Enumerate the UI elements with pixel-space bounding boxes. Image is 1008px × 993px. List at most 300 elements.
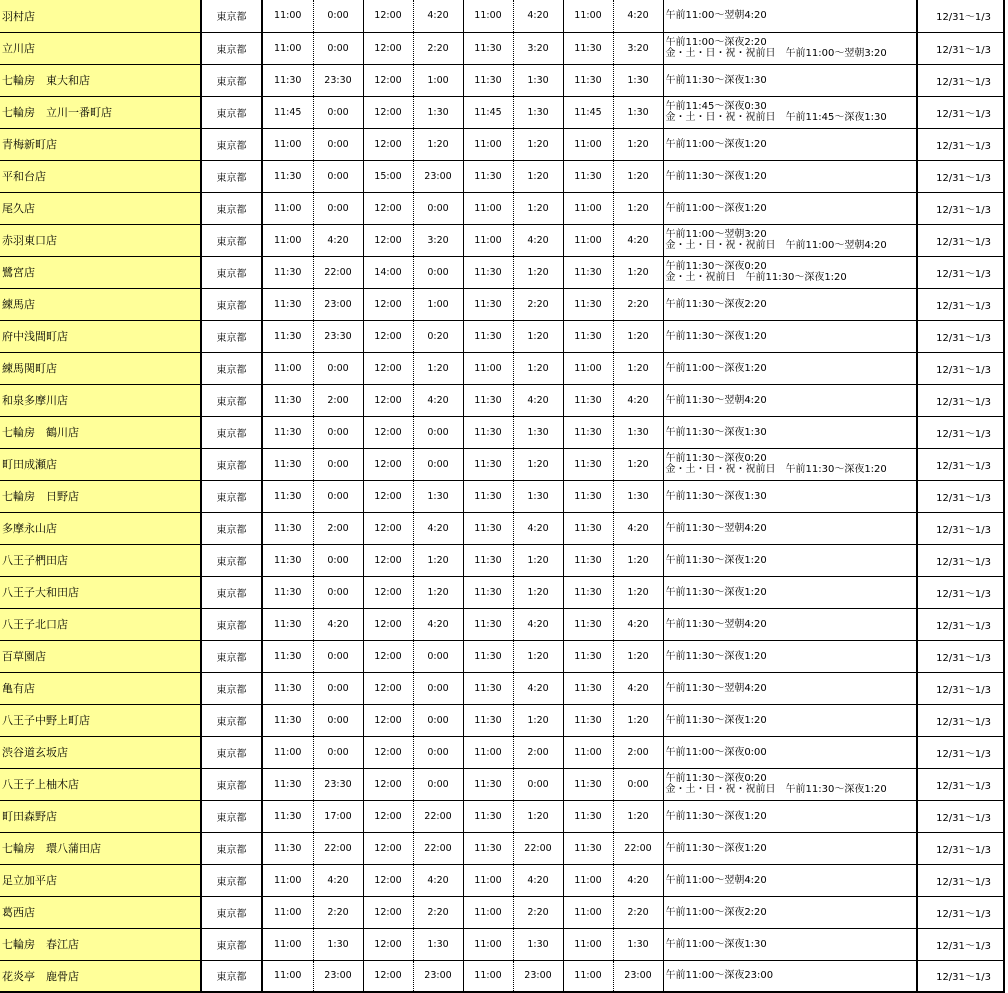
- holiday-cell: 12/31～1/3: [917, 832, 1004, 864]
- prefecture-cell: 東京都: [201, 416, 262, 448]
- open-time-cell: 12:00: [363, 864, 413, 896]
- open-time-cell: 12:00: [363, 480, 413, 512]
- close-time-cell: 23:30: [313, 768, 363, 800]
- open-time-cell: 11:45: [463, 96, 513, 128]
- holiday-cell: 12/31～1/3: [917, 608, 1004, 640]
- open-time-cell: 11:00: [463, 192, 513, 224]
- hours-note-line: 午前11:30～深夜1:30: [665, 74, 767, 86]
- holiday-cell: 12/31～1/3: [917, 64, 1004, 96]
- open-time-cell: 11:30: [463, 576, 513, 608]
- hours-note-line: 午前11:30～深夜2:20: [665, 298, 767, 310]
- close-time-cell: 1:20: [513, 192, 563, 224]
- close-time-cell: 1:30: [313, 928, 363, 960]
- hours-note-line: 午前11:00～深夜0:00: [665, 746, 767, 758]
- store-name-cell: 多摩永山店: [0, 512, 201, 544]
- open-time-cell: 11:30: [262, 800, 313, 832]
- close-time-cell: 1:30: [513, 480, 563, 512]
- hours-note-line: 午前11:30～深夜1:30: [665, 426, 767, 438]
- open-time-cell: 11:30: [563, 288, 613, 320]
- open-time-cell: 11:00: [563, 896, 613, 928]
- close-time-cell: 1:20: [413, 352, 463, 384]
- open-time-cell: 11:00: [262, 864, 313, 896]
- close-time-cell: 1:30: [513, 416, 563, 448]
- close-time-cell: 0:00: [413, 736, 463, 768]
- store-name-cell: 町田成瀬店: [0, 448, 201, 480]
- hours-note-line: 午前11:30～翌朝4:20: [665, 394, 767, 406]
- open-time-cell: 11:00: [563, 928, 613, 960]
- hours-note-cell: [663, 512, 917, 544]
- hours-note-cell: [663, 832, 917, 864]
- open-time-cell: 11:30: [262, 768, 313, 800]
- close-time-cell: 2:20: [613, 288, 663, 320]
- open-time-cell: 12:00: [363, 32, 413, 64]
- open-time-cell: 11:30: [262, 544, 313, 576]
- close-time-cell: 0:00: [313, 128, 363, 160]
- close-time-cell: 22:00: [313, 832, 363, 864]
- store-name-cell: 平和台店: [0, 160, 201, 192]
- open-time-cell: 11:00: [563, 864, 613, 896]
- prefecture-cell: 東京都: [201, 768, 262, 800]
- close-time-cell: 23:00: [313, 960, 363, 992]
- hours-note-line: 午前11:30～深夜1:20: [665, 650, 767, 662]
- open-time-cell: 12:00: [363, 800, 413, 832]
- close-time-cell: 1:20: [513, 704, 563, 736]
- open-time-cell: 12:00: [363, 928, 413, 960]
- open-time-cell: 11:00: [563, 0, 613, 32]
- store-name-cell: 七輪房 東大和店: [0, 64, 201, 96]
- hours-note-cell: [663, 224, 917, 256]
- open-time-cell: 12:00: [363, 384, 413, 416]
- table-row: [0, 832, 1004, 864]
- close-time-cell: 2:00: [513, 736, 563, 768]
- prefecture-cell: 東京都: [201, 672, 262, 704]
- close-time-cell: 0:00: [313, 160, 363, 192]
- hours-note-cell: [663, 608, 917, 640]
- prefecture-cell: 東京都: [201, 896, 262, 928]
- close-time-cell: 1:20: [613, 576, 663, 608]
- hours-note-cell: [663, 384, 917, 416]
- open-time-cell: 11:30: [262, 672, 313, 704]
- open-time-cell: 11:30: [563, 64, 613, 96]
- open-time-cell: 11:00: [262, 192, 313, 224]
- open-time-cell: 11:30: [563, 320, 613, 352]
- hours-note-line: 金・土・日・祝・祝前日 午前11:45～深夜1:30: [665, 112, 887, 123]
- hours-note-cell: [663, 32, 917, 64]
- open-time-cell: 11:30: [262, 416, 313, 448]
- holiday-cell: 12/31～1/3: [917, 512, 1004, 544]
- hours-note-line: 午前11:30～深夜0:20: [665, 773, 767, 784]
- open-time-cell: 12:00: [363, 96, 413, 128]
- open-time-cell: 11:00: [463, 864, 513, 896]
- store-name-cell: 和泉多摩川店: [0, 384, 201, 416]
- open-time-cell: 11:45: [262, 96, 313, 128]
- hours-note-line: 午前11:00～深夜1:20: [665, 202, 767, 214]
- prefecture-cell: 東京都: [201, 800, 262, 832]
- open-time-cell: 11:30: [463, 416, 513, 448]
- open-time-cell: 11:00: [262, 960, 313, 992]
- close-time-cell: 1:20: [513, 128, 563, 160]
- close-time-cell: 2:00: [613, 736, 663, 768]
- holiday-cell: 12/31～1/3: [917, 704, 1004, 736]
- holiday-cell: 12/31～1/3: [917, 544, 1004, 576]
- hours-note-cell: [663, 288, 917, 320]
- open-time-cell: 12:00: [363, 544, 413, 576]
- open-time-cell: 14:00: [363, 256, 413, 288]
- hours-note-cell: [663, 320, 917, 352]
- table-row: [0, 736, 1004, 768]
- open-time-cell: 15:00: [363, 160, 413, 192]
- close-time-cell: 23:00: [413, 960, 463, 992]
- open-time-cell: 12:00: [363, 352, 413, 384]
- hours-note-line: 午前11:00～深夜2:20: [665, 906, 767, 918]
- hours-note-line: 午前11:00～翌朝3:20: [665, 229, 767, 240]
- open-time-cell: 12:00: [363, 512, 413, 544]
- holiday-cell: 12/31～1/3: [917, 928, 1004, 960]
- close-time-cell: 1:30: [613, 64, 663, 96]
- open-time-cell: 11:45: [563, 96, 613, 128]
- prefecture-cell: 東京都: [201, 96, 262, 128]
- hours-note-line: 午前11:30～翌朝4:20: [665, 522, 767, 534]
- holiday-cell: 12/31～1/3: [917, 736, 1004, 768]
- store-name-cell: 八王子上柚木店: [0, 768, 201, 800]
- close-time-cell: 4:20: [413, 0, 463, 32]
- prefecture-cell: 東京都: [201, 224, 262, 256]
- close-time-cell: 1:20: [613, 352, 663, 384]
- close-time-cell: 2:20: [513, 896, 563, 928]
- close-time-cell: 0:00: [313, 640, 363, 672]
- close-time-cell: 0:00: [313, 96, 363, 128]
- hours-note-cell: [663, 640, 917, 672]
- close-time-cell: 4:20: [513, 608, 563, 640]
- close-time-cell: 4:20: [313, 224, 363, 256]
- open-time-cell: 11:30: [262, 448, 313, 480]
- table-row: [0, 0, 1004, 32]
- hours-note-cell: [663, 160, 917, 192]
- open-time-cell: 11:30: [463, 480, 513, 512]
- hours-note-line: 午前11:30～深夜1:20: [665, 170, 767, 182]
- close-time-cell: 0:00: [313, 192, 363, 224]
- close-time-cell: 1:20: [513, 800, 563, 832]
- close-time-cell: 4:20: [513, 512, 563, 544]
- holiday-cell: 12/31～1/3: [917, 128, 1004, 160]
- close-time-cell: 1:20: [413, 544, 463, 576]
- table-row: [0, 256, 1004, 288]
- open-time-cell: 12:00: [363, 224, 413, 256]
- close-time-cell: 4:20: [613, 384, 663, 416]
- holiday-cell: 12/31～1/3: [917, 480, 1004, 512]
- close-time-cell: 1:00: [413, 288, 463, 320]
- close-time-cell: 23:00: [613, 960, 663, 992]
- close-time-cell: 0:00: [313, 0, 363, 32]
- hours-note-line: 午前11:30～翌朝4:20: [665, 618, 767, 630]
- open-time-cell: 11:30: [463, 800, 513, 832]
- close-time-cell: 1:20: [613, 128, 663, 160]
- open-time-cell: 12:00: [363, 192, 413, 224]
- open-time-cell: 12:00: [363, 576, 413, 608]
- close-time-cell: 2:20: [313, 896, 363, 928]
- close-time-cell: 1:20: [613, 800, 663, 832]
- hours-note-line: 金・土・日・祝・祝前日 午前11:00～翌朝3:20: [665, 48, 887, 59]
- holiday-cell: 12/31～1/3: [917, 96, 1004, 128]
- table-row: [0, 864, 1004, 896]
- close-time-cell: 0:00: [313, 32, 363, 64]
- prefecture-cell: 東京都: [201, 544, 262, 576]
- hours-note-cell: [663, 704, 917, 736]
- hours-note-cell: [663, 960, 917, 992]
- close-time-cell: 1:20: [513, 160, 563, 192]
- close-time-cell: 0:00: [313, 448, 363, 480]
- table-row: [0, 288, 1004, 320]
- open-time-cell: 12:00: [363, 672, 413, 704]
- holiday-cell: 12/31～1/3: [917, 256, 1004, 288]
- open-time-cell: 11:00: [262, 896, 313, 928]
- hours-note-cell: [663, 928, 917, 960]
- holiday-cell: 12/31～1/3: [917, 896, 1004, 928]
- close-time-cell: 1:30: [613, 928, 663, 960]
- open-time-cell: 12:00: [363, 960, 413, 992]
- open-time-cell: 11:00: [563, 352, 613, 384]
- close-time-cell: 1:00: [413, 64, 463, 96]
- hours-note-line: 午前11:30～深夜0:20: [665, 453, 767, 464]
- holiday-cell: 12/31～1/3: [917, 416, 1004, 448]
- hours-note-line: 午前11:45～深夜0:30: [665, 101, 767, 112]
- open-time-cell: 11:30: [563, 416, 613, 448]
- open-time-cell: 11:30: [262, 480, 313, 512]
- table-row: [0, 480, 1004, 512]
- prefecture-cell: 東京都: [201, 512, 262, 544]
- table-row: [0, 32, 1004, 64]
- table-row: [0, 544, 1004, 576]
- close-time-cell: 4:20: [513, 864, 563, 896]
- open-time-cell: 11:30: [563, 384, 613, 416]
- store-name-cell: 八王子中野上町店: [0, 704, 201, 736]
- prefecture-cell: 東京都: [201, 352, 262, 384]
- close-time-cell: 1:20: [613, 192, 663, 224]
- open-time-cell: 11:00: [262, 128, 313, 160]
- open-time-cell: 11:30: [563, 480, 613, 512]
- close-time-cell: 1:20: [513, 640, 563, 672]
- close-time-cell: 1:30: [413, 480, 463, 512]
- close-time-cell: 0:00: [413, 416, 463, 448]
- holiday-cell: 12/31～1/3: [917, 320, 1004, 352]
- close-time-cell: 2:00: [313, 384, 363, 416]
- close-time-cell: 22:00: [513, 832, 563, 864]
- open-time-cell: 11:30: [463, 288, 513, 320]
- store-name-cell: 七輪房 日野店: [0, 480, 201, 512]
- close-time-cell: 0:00: [513, 768, 563, 800]
- close-time-cell: 1:30: [513, 928, 563, 960]
- store-name-cell: 立川店: [0, 32, 201, 64]
- open-time-cell: 11:00: [262, 352, 313, 384]
- store-name-cell: 八王子椚田店: [0, 544, 201, 576]
- holiday-cell: 12/31～1/3: [917, 960, 1004, 992]
- prefecture-cell: 東京都: [201, 640, 262, 672]
- close-time-cell: 0:00: [313, 416, 363, 448]
- hours-note-line: 午前11:00～深夜1:20: [665, 362, 767, 374]
- table-row: [0, 416, 1004, 448]
- open-time-cell: 12:00: [363, 416, 413, 448]
- open-time-cell: 11:30: [463, 384, 513, 416]
- close-time-cell: 0:00: [413, 256, 463, 288]
- close-time-cell: 2:20: [513, 288, 563, 320]
- prefecture-cell: 東京都: [201, 288, 262, 320]
- hours-note-line: 午前11:30～深夜1:20: [665, 842, 767, 854]
- close-time-cell: 2:00: [313, 512, 363, 544]
- open-time-cell: 11:30: [563, 672, 613, 704]
- store-name-cell: 青梅新町店: [0, 128, 201, 160]
- open-time-cell: 12:00: [363, 704, 413, 736]
- open-time-cell: 11:30: [262, 320, 313, 352]
- open-time-cell: 11:30: [563, 576, 613, 608]
- open-time-cell: 11:30: [463, 544, 513, 576]
- open-time-cell: 11:00: [262, 0, 313, 32]
- table-row: [0, 192, 1004, 224]
- close-time-cell: 22:00: [313, 256, 363, 288]
- open-time-cell: 12:00: [363, 768, 413, 800]
- store-name-cell: 練馬関町店: [0, 352, 201, 384]
- open-time-cell: 11:30: [563, 800, 613, 832]
- open-time-cell: 11:00: [563, 960, 613, 992]
- holiday-cell: 12/31～1/3: [917, 768, 1004, 800]
- open-time-cell: 11:30: [463, 32, 513, 64]
- open-time-cell: 11:30: [563, 160, 613, 192]
- open-time-cell: 11:00: [463, 224, 513, 256]
- holiday-cell: 12/31～1/3: [917, 192, 1004, 224]
- open-time-cell: 11:00: [563, 224, 613, 256]
- open-time-cell: 12:00: [363, 0, 413, 32]
- open-time-cell: 11:30: [463, 608, 513, 640]
- close-time-cell: 0:20: [413, 320, 463, 352]
- open-time-cell: 12:00: [363, 640, 413, 672]
- hours-note-cell: [663, 416, 917, 448]
- open-time-cell: 11:30: [563, 704, 613, 736]
- open-time-cell: 11:30: [262, 640, 313, 672]
- prefecture-cell: 東京都: [201, 704, 262, 736]
- open-time-cell: 11:30: [262, 512, 313, 544]
- holiday-cell: 12/31～1/3: [917, 32, 1004, 64]
- open-time-cell: 12:00: [363, 832, 413, 864]
- close-time-cell: 23:00: [413, 160, 463, 192]
- table-row: [0, 96, 1004, 128]
- close-time-cell: 1:20: [613, 160, 663, 192]
- table-row: [0, 768, 1004, 800]
- open-time-cell: 11:00: [563, 736, 613, 768]
- holiday-cell: 12/31～1/3: [917, 800, 1004, 832]
- close-time-cell: 4:20: [313, 864, 363, 896]
- hours-note-cell: [663, 0, 917, 32]
- store-name-cell: 亀有店: [0, 672, 201, 704]
- close-time-cell: 4:20: [413, 384, 463, 416]
- table-row: [0, 512, 1004, 544]
- close-time-cell: 4:20: [613, 0, 663, 32]
- open-time-cell: 11:30: [262, 384, 313, 416]
- table-row: [0, 608, 1004, 640]
- close-time-cell: 3:20: [513, 32, 563, 64]
- close-time-cell: 1:30: [413, 928, 463, 960]
- prefecture-cell: 東京都: [201, 256, 262, 288]
- store-name-cell: 鷺宮店: [0, 256, 201, 288]
- close-time-cell: 1:30: [613, 96, 663, 128]
- store-name-cell: 葛西店: [0, 896, 201, 928]
- close-time-cell: 1:20: [613, 448, 663, 480]
- close-time-cell: 22:00: [413, 832, 463, 864]
- hours-note-line: 午前11:00～深夜2:20: [665, 37, 767, 48]
- open-time-cell: 12:00: [363, 64, 413, 96]
- close-time-cell: 1:20: [513, 544, 563, 576]
- open-time-cell: 11:00: [262, 32, 313, 64]
- open-time-cell: 12:00: [363, 736, 413, 768]
- close-time-cell: 0:00: [313, 352, 363, 384]
- open-time-cell: 11:30: [563, 768, 613, 800]
- store-name-cell: 七輪房 立川一番町店: [0, 96, 201, 128]
- open-time-cell: 11:30: [463, 320, 513, 352]
- open-time-cell: 11:00: [262, 224, 313, 256]
- close-time-cell: 1:20: [613, 704, 663, 736]
- open-time-cell: 12:00: [363, 128, 413, 160]
- open-time-cell: 11:30: [563, 544, 613, 576]
- close-time-cell: 2:20: [413, 32, 463, 64]
- hours-note-cell: [663, 800, 917, 832]
- close-time-cell: 0:00: [313, 480, 363, 512]
- store-name-cell: 七輪房 鶴川店: [0, 416, 201, 448]
- prefecture-cell: 東京都: [201, 960, 262, 992]
- hours-note-cell: [663, 448, 917, 480]
- close-time-cell: 1:30: [513, 96, 563, 128]
- close-time-cell: 0:00: [413, 192, 463, 224]
- open-time-cell: 11:30: [563, 256, 613, 288]
- table-row: [0, 960, 1004, 992]
- open-time-cell: 11:00: [463, 0, 513, 32]
- close-time-cell: 1:20: [413, 576, 463, 608]
- hours-note-cell: [663, 96, 917, 128]
- holiday-cell: 12/31～1/3: [917, 864, 1004, 896]
- hours-note-line: 金・土・日・祝・祝前日 午前11:00～翌朝4:20: [665, 240, 887, 251]
- holiday-cell: 12/31～1/3: [917, 352, 1004, 384]
- holiday-cell: 12/31～1/3: [917, 160, 1004, 192]
- store-name-cell: 八王子大和田店: [0, 576, 201, 608]
- hours-note-line: 午前11:30～深夜0:20: [665, 261, 767, 272]
- open-time-cell: 11:00: [463, 128, 513, 160]
- prefecture-cell: 東京都: [201, 320, 262, 352]
- hours-note-line: 午前11:30～深夜1:20: [665, 810, 767, 822]
- open-time-cell: 11:30: [463, 512, 513, 544]
- close-time-cell: 2:20: [613, 896, 663, 928]
- store-name-cell: 府中浅間町店: [0, 320, 201, 352]
- prefecture-cell: 東京都: [201, 384, 262, 416]
- close-time-cell: 4:20: [613, 608, 663, 640]
- close-time-cell: 0:00: [313, 544, 363, 576]
- close-time-cell: 0:00: [413, 448, 463, 480]
- close-time-cell: 0:00: [413, 672, 463, 704]
- store-name-cell: 尾久店: [0, 192, 201, 224]
- prefecture-cell: 東京都: [201, 928, 262, 960]
- table-row: [0, 224, 1004, 256]
- prefecture-cell: 東京都: [201, 480, 262, 512]
- open-time-cell: 12:00: [363, 448, 413, 480]
- prefecture-cell: 東京都: [201, 576, 262, 608]
- holiday-cell: 12/31～1/3: [917, 384, 1004, 416]
- open-time-cell: 12:00: [363, 288, 413, 320]
- close-time-cell: 1:30: [613, 416, 663, 448]
- close-time-cell: 1:20: [513, 352, 563, 384]
- hours-note-cell: [663, 544, 917, 576]
- hours-note-line: 午前11:30～深夜1:20: [665, 714, 767, 726]
- close-time-cell: 23:00: [513, 960, 563, 992]
- hours-note-cell: [663, 768, 917, 800]
- store-name-cell: 花炎亭 鹿骨店: [0, 960, 201, 992]
- open-time-cell: 11:30: [463, 256, 513, 288]
- close-time-cell: 1:20: [613, 320, 663, 352]
